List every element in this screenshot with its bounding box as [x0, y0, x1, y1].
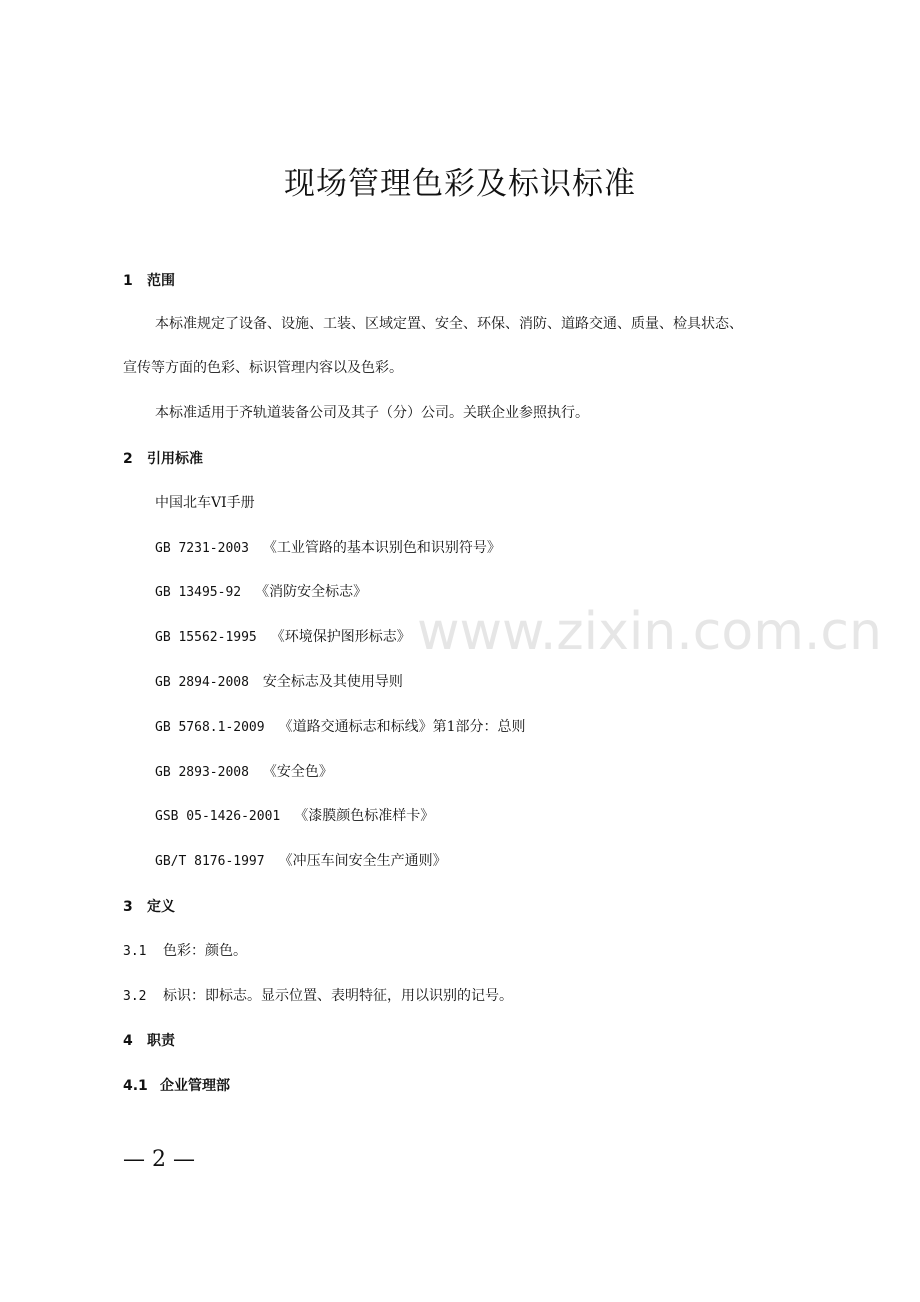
page-number: — 2 —	[123, 1147, 195, 1172]
reference-item	[155, 492, 255, 514]
section-number: 3	[123, 899, 133, 915]
reference-name: 《冲压车间安全生产通则》	[278, 853, 447, 869]
reference-code: GSB 05-1426-2001	[155, 809, 281, 824]
scope-paragraph-1-line-1: 本标准规定了设备、设施、工装、区域定置、安全、环保、消防、道路交通、质量、检具状态、	[155, 316, 743, 332]
definition-number: 3.1	[123, 944, 147, 959]
reference-name: 《消防安全标志》	[255, 584, 368, 600]
section-title: 职责	[147, 1033, 175, 1049]
reference-name: 《安全色》	[262, 764, 333, 780]
subsection-number: 4.1	[123, 1078, 148, 1094]
section-3-heading	[123, 896, 175, 918]
reference-name: 中国北车VI手册	[155, 495, 255, 511]
section-number: 2	[123, 451, 133, 467]
reference-item	[155, 626, 411, 649]
reference-name: 《工业管路的基本识别色和识别符号》	[262, 540, 501, 556]
scope-paragraph-1-line-2: 宣传等方面的色彩、标识管理内容以及色彩。	[123, 360, 403, 376]
section-1-heading	[123, 270, 175, 292]
section-number: 4	[123, 1033, 133, 1049]
reference-item	[155, 581, 367, 604]
reference-name: 《环境保护图形标志》	[270, 629, 411, 645]
reference-item	[155, 850, 447, 873]
reference-name: 《道路交通标志和标线》第1部分：总则	[278, 719, 526, 735]
definition-text: 标识：即标志。显示位置、表明特征，用以识别的记号。	[163, 988, 513, 1004]
section-title: 定义	[147, 899, 175, 915]
subsection-4-1-heading	[123, 1075, 230, 1097]
scope-paragraph-2: 本标准适用于齐轨道装备公司及其子（分）公司。关联企业参照执行。	[155, 405, 589, 421]
subsection-title: 企业管理部	[160, 1078, 230, 1094]
reference-code: GB/T 8176-1997	[155, 854, 265, 869]
reference-item	[155, 716, 525, 739]
reference-code: GB 5768.1-2009	[155, 720, 265, 735]
reference-item	[155, 761, 333, 784]
definition-item	[123, 940, 247, 963]
reference-name: 《漆膜颜色标准样卡》	[294, 808, 435, 824]
definition-number: 3.2	[123, 989, 147, 1004]
reference-code: GB 2894-2008	[155, 675, 249, 690]
section-2-heading	[123, 448, 203, 470]
page-title: 现场管理色彩及标识标准	[284, 166, 636, 202]
reference-code: GB 15562-1995	[155, 630, 257, 645]
section-title: 引用标准	[147, 451, 203, 467]
definition-item	[123, 985, 513, 1008]
reference-code: GB 2893-2008	[155, 765, 249, 780]
reference-item	[155, 805, 434, 828]
section-4-heading	[123, 1030, 175, 1052]
reference-code: GB 7231-2003	[155, 541, 249, 556]
reference-code: GB 13495-92	[155, 585, 242, 600]
section-title: 范围	[147, 273, 175, 289]
reference-item	[155, 671, 403, 694]
definition-text: 色彩：颜色。	[163, 943, 247, 959]
watermark: www.zixin.com.cn	[417, 602, 882, 662]
reference-name: 安全标志及其使用导则	[262, 674, 403, 690]
section-number: 1	[123, 273, 133, 289]
reference-item	[155, 537, 501, 560]
